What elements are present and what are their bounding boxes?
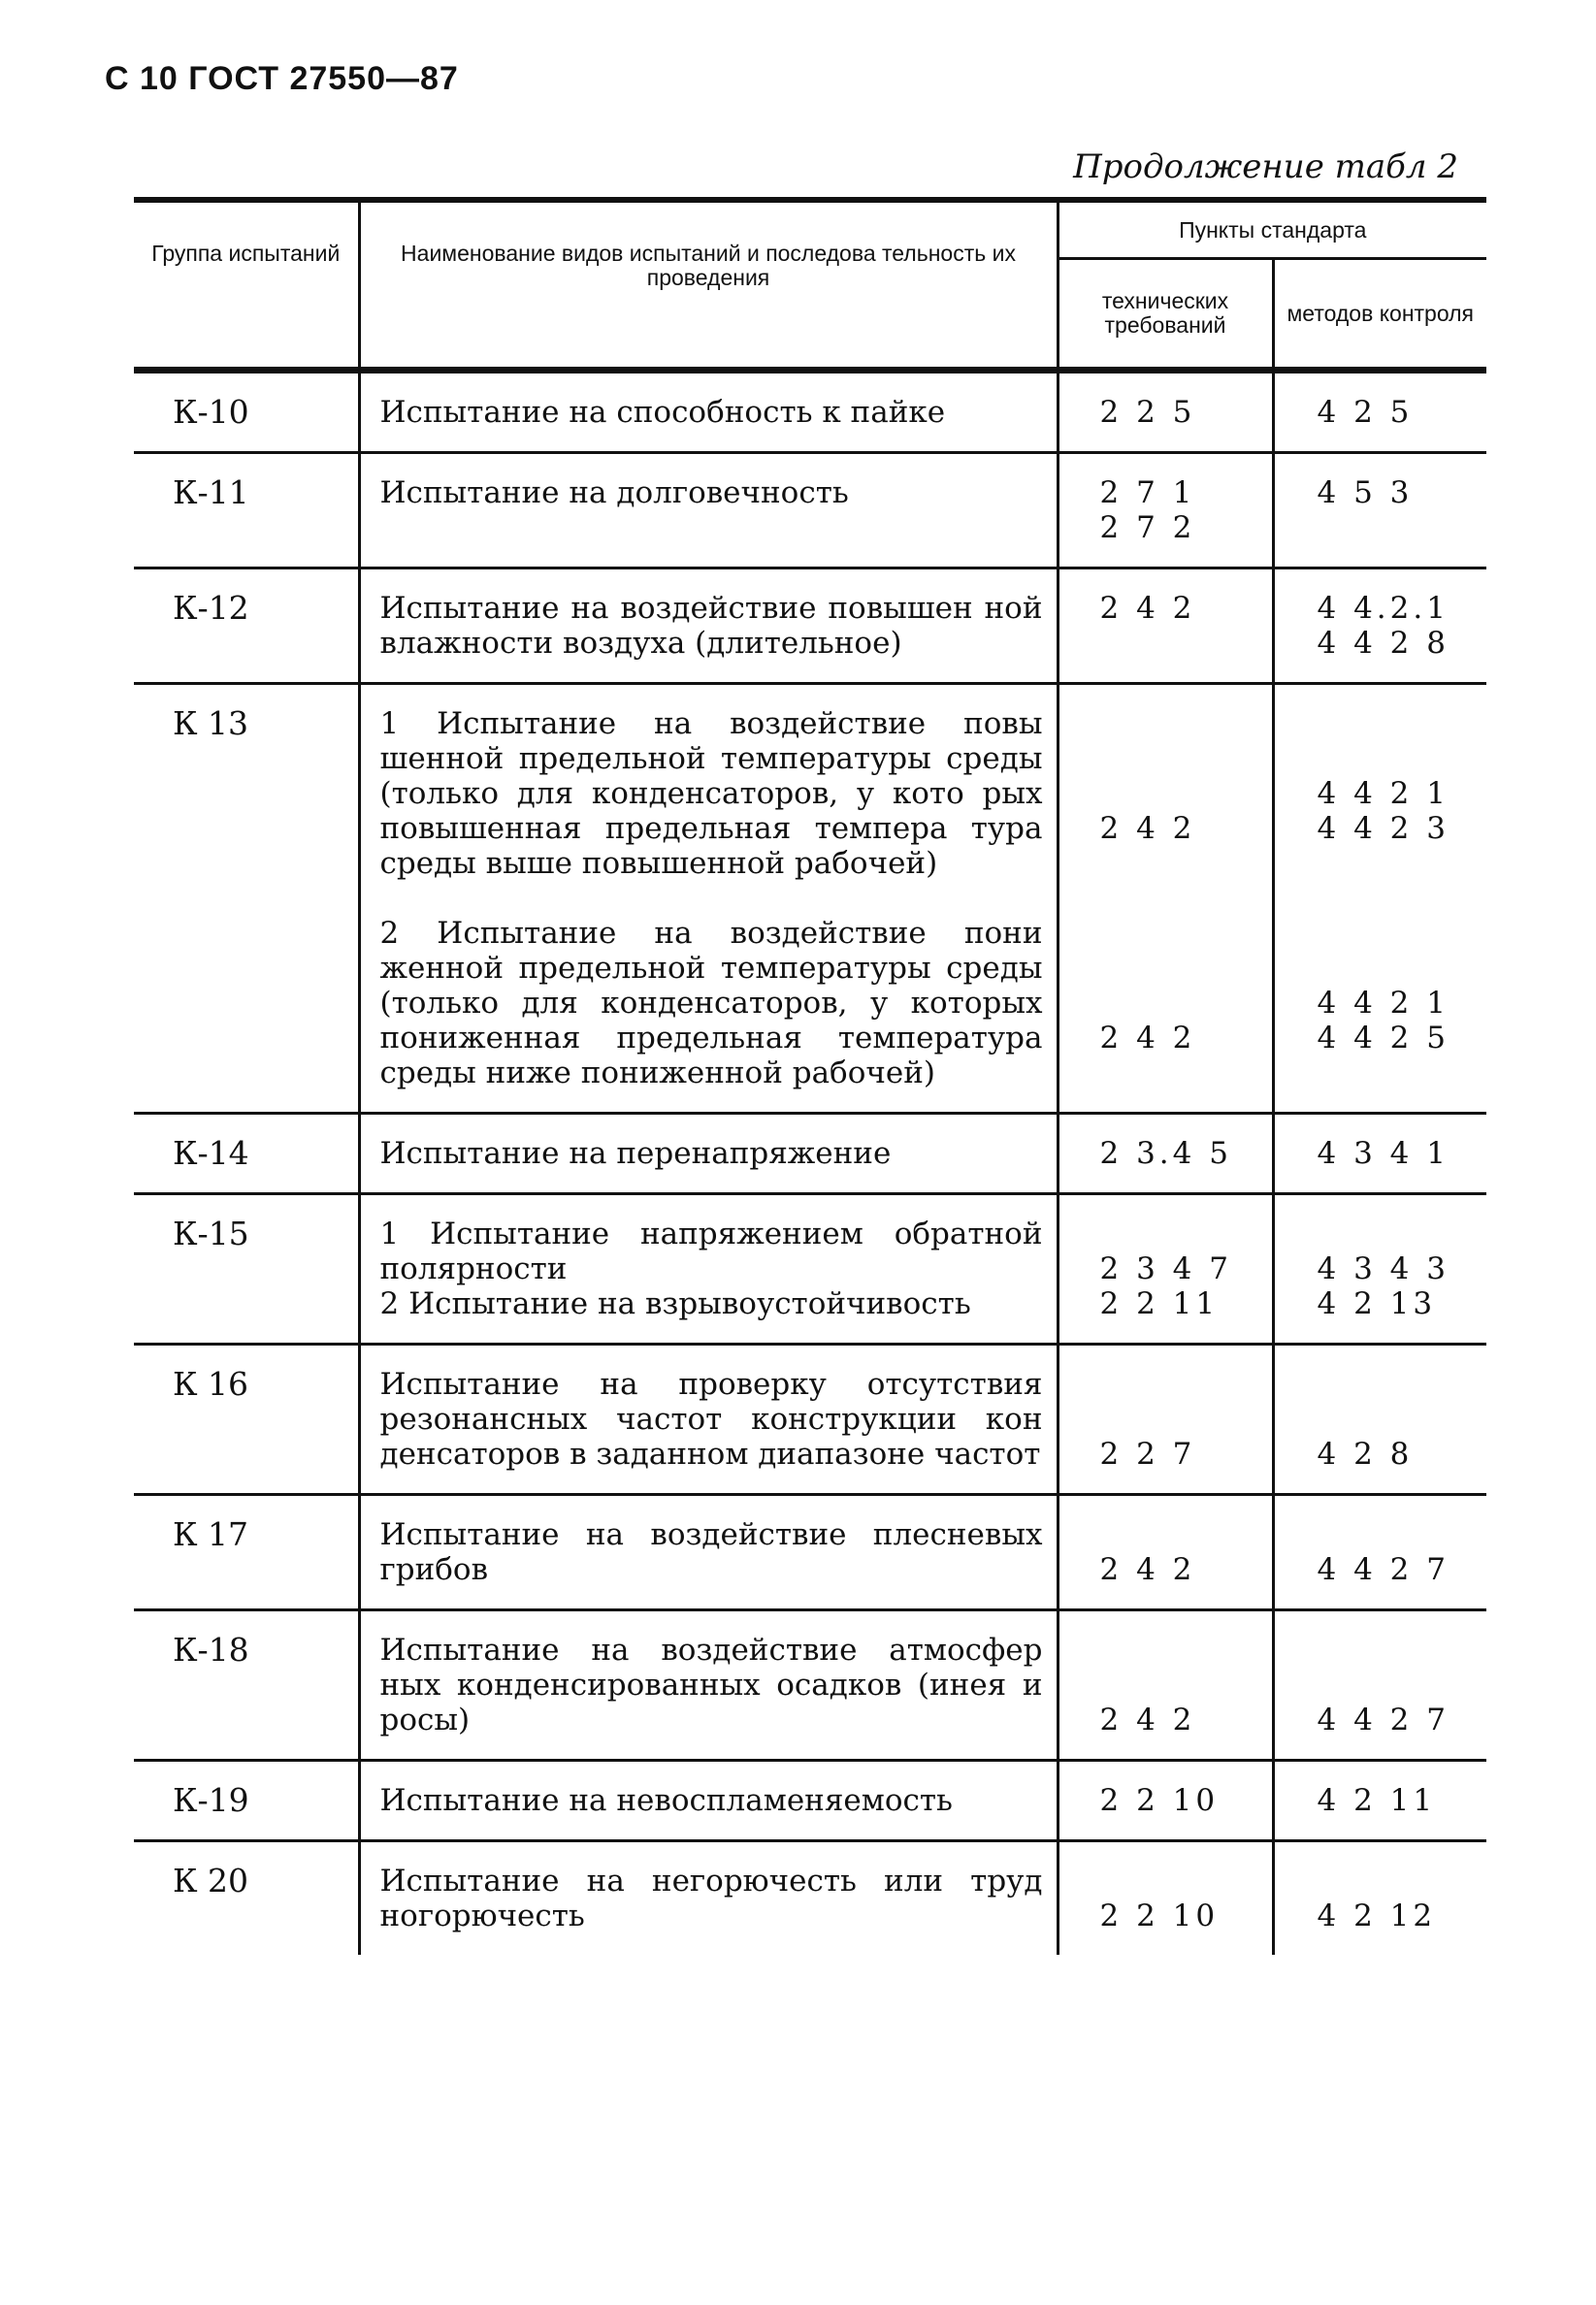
test-name-cell: Испытание на воздействие плесневых грибов <box>359 1495 1058 1610</box>
test-group-cell: К-15 <box>134 1194 359 1345</box>
tests-table <box>134 197 1486 1955</box>
test-name-cell: Испытание на воздействие атмосфер ных конденсированных осадков (инея и росы) <box>359 1610 1058 1761</box>
header-control-methods: методов контроля <box>1273 259 1486 371</box>
control-methods-cell: 4 3 4 1 <box>1273 1114 1486 1194</box>
test-group-cell: К-14 <box>134 1114 359 1194</box>
control-methods-cell: 4 2 11 <box>1273 1761 1486 1841</box>
control-methods-cell: 4 2 12 <box>1273 1841 1486 1956</box>
table-row <box>134 1194 1486 1345</box>
tech-requirements-cell: 2 2 7 <box>1058 1345 1273 1495</box>
test-name-cell: Испытание на проверку отсутствия резонансных частот конструкции кон денсаторов в заданном диапазоне частот <box>359 1345 1058 1495</box>
tech-requirements-cell: 2 4 2 2 4 2 <box>1058 684 1273 1114</box>
tech-requirements-cell: 2 4 2 <box>1058 1495 1273 1610</box>
table-row <box>134 1495 1486 1610</box>
tech-requirements-cell: 2 4 2 <box>1058 568 1273 684</box>
tech-requirements-cell: 2 4 2 <box>1058 1610 1273 1761</box>
test-group-cell: К-11 <box>134 453 359 568</box>
tech-requirements-cell: 2 2 5 <box>1058 371 1273 453</box>
table-row <box>134 1841 1486 1956</box>
control-methods-cell: 4 4 2 7 <box>1273 1610 1486 1761</box>
tech-requirements-cell: 2 3 4 7 2 2 11 <box>1058 1194 1273 1345</box>
test-name-cell: Испытание на способность к пайке <box>359 371 1058 453</box>
test-name-cell: 1 Испытание на воздействие повы шенной предельной температуры среды (только для конденсаторов, у кото рых повышенная предельная темпера тура среды выше повышенной рабочей) 2 Испытание на воздействие пони женной предельной температуры среды (только для конденсаторов, у которых пониженная предельная температура среды ниже пониженной рабочей) <box>359 684 1058 1114</box>
control-methods-cell: 4 2 5 <box>1273 371 1486 453</box>
control-methods-cell: 4 4.2.1 4 4 2 8 <box>1273 568 1486 684</box>
test-group-cell: К-19 <box>134 1761 359 1841</box>
tech-requirements-cell: 2 3.4 5 <box>1058 1114 1273 1194</box>
test-group-cell: К-10 <box>134 371 359 453</box>
control-methods-cell: 4 2 8 <box>1273 1345 1486 1495</box>
test-name-cell: Испытание на долговечность <box>359 453 1058 568</box>
table-row <box>134 684 1486 1114</box>
test-group-cell: К-18 <box>134 1610 359 1761</box>
header-standard-points: Пункты стандарта <box>1058 200 1486 259</box>
header-test-name: Наименование видов испытаний и последова тельность их проведения <box>359 200 1058 371</box>
table-row <box>134 453 1486 568</box>
control-methods-cell: 4 3 4 3 4 2 13 <box>1273 1194 1486 1345</box>
table-row <box>134 1610 1486 1761</box>
test-name-cell: 1 Испытание напряжением обратной полярности 2 Испытание на взрывоустойчивость <box>359 1194 1058 1345</box>
table-row <box>134 1114 1486 1194</box>
table-row <box>134 568 1486 684</box>
test-group-cell: К 16 <box>134 1345 359 1495</box>
control-methods-cell: 4 4 2 1 4 4 2 3 4 4 2 1 4 4 2 5 <box>1273 684 1486 1114</box>
table-row <box>134 371 1486 453</box>
test-name-cell: Испытание на воздействие повышен ной влажности воздуха (длительное) <box>359 568 1058 684</box>
test-name-cell: Испытание на негорючесть или труд ногорючесть <box>359 1841 1058 1956</box>
test-group-cell: К 17 <box>134 1495 359 1610</box>
test-group-cell: К-12 <box>134 568 359 684</box>
page-label: С 10 ГОСТ 27550—87 <box>105 60 459 97</box>
test-group-cell: К 20 <box>173 1862 249 1899</box>
tech-requirements-cell: 2 2 10 <box>1058 1761 1273 1841</box>
tests-table-container <box>134 197 1486 1955</box>
test-name-cell: Испытание на перенапряжение <box>359 1114 1058 1194</box>
test-group-cell: К 13 <box>134 684 359 1114</box>
control-methods-cell: 4 5 3 <box>1273 453 1486 568</box>
tech-requirements-cell: 2 2 10 <box>1058 1841 1273 1956</box>
header-technical-requirements: технических требований <box>1058 259 1273 371</box>
test-name-cell: Испытание на невоспламеняемость <box>359 1761 1058 1841</box>
tech-requirements-cell: 2 7 1 2 7 2 <box>1058 453 1273 568</box>
header-group: Группа испытаний <box>134 200 359 371</box>
control-methods-cell: 4 4 2 7 <box>1273 1495 1486 1610</box>
table-row <box>134 1345 1486 1495</box>
table-row <box>134 1761 1486 1841</box>
tests-table-body <box>134 371 1486 1956</box>
table-continuation-label: Продолжение табл 2 <box>1073 147 1458 186</box>
